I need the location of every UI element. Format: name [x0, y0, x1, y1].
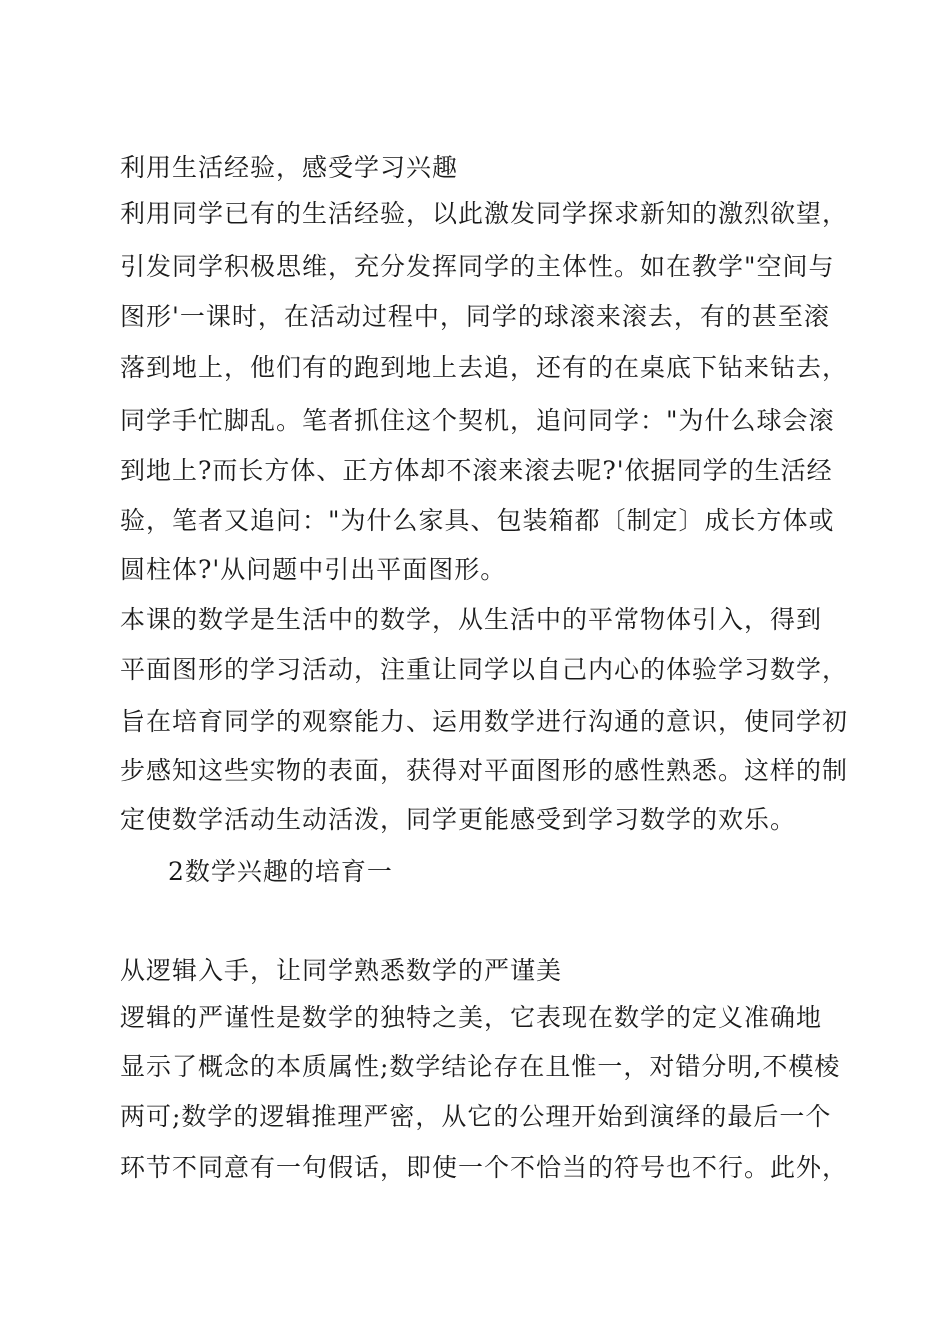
section-heading: 利用生活经验，感受学习兴趣	[120, 153, 459, 182]
paragraph-line: 同学手忙脚乱。笔者抓住这个契机，追问同学："为什么球会滚	[120, 406, 835, 435]
section-title: 2数学兴趣的培育一	[168, 857, 393, 886]
paragraph-line: 本课的数学是生活中的数学，从生活中的平常物体引入，得到	[120, 605, 823, 634]
paragraph-line: 引发同学积极思维，充分发挥同学的主体性。如在教学"空间与	[120, 252, 835, 281]
paragraph-line: 圆柱体?'从问题中引出平面图形。	[120, 555, 507, 584]
paragraph-line: 定使数学活动生动活泼，同学更能感受到学习数学的欢乐。	[120, 805, 797, 834]
paragraph-line: 显示了概念的本质属性;数学结论存在且惟一，对错分明,不模棱	[120, 1052, 841, 1081]
paragraph-line: 利用同学已有的生活经验，以此激发同学探求新知的激烈欲望，	[120, 199, 849, 228]
paragraph-line: 旨在培育同学的观察能力、运用数学进行沟通的意识，使同学初	[120, 707, 849, 736]
paragraph-line: 图形'一课时，在活动过程中，同学的球滚来滚去，有的甚至滚	[120, 302, 830, 331]
section-heading: 从逻辑入手，让同学熟悉数学的严谨美	[120, 956, 563, 985]
paragraph-line: 逻辑的严谨性是数学的独特之美，它表现在数学的定义准确地	[120, 1003, 823, 1032]
paragraph-line: 步感知这些实物的表面，获得对平面图形的感性熟悉。这样的制	[120, 756, 849, 785]
paragraph-line: 两可;数学的逻辑推理严密，从它的公理开始到演绎的最后一个	[120, 1102, 832, 1131]
paragraph-line: 落到地上，他们有的跑到地上去追，还有的在桌底下钻来钻去，	[120, 353, 849, 382]
paragraph-line: 平面图形的学习活动，注重让同学以自己内心的体验学习数学，	[120, 655, 849, 684]
paragraph-line: 到地上?而长方体、正方体却不滚来滚去呢?'依据同学的生活经	[120, 456, 833, 485]
paragraph-line: 验，笔者又追问："为什么家具、包装箱都〔制定〕成长方体或	[120, 506, 835, 535]
paragraph-line: 环节不同意有一句假话，即使一个不恰当的符号也不行。此外，	[120, 1153, 849, 1182]
